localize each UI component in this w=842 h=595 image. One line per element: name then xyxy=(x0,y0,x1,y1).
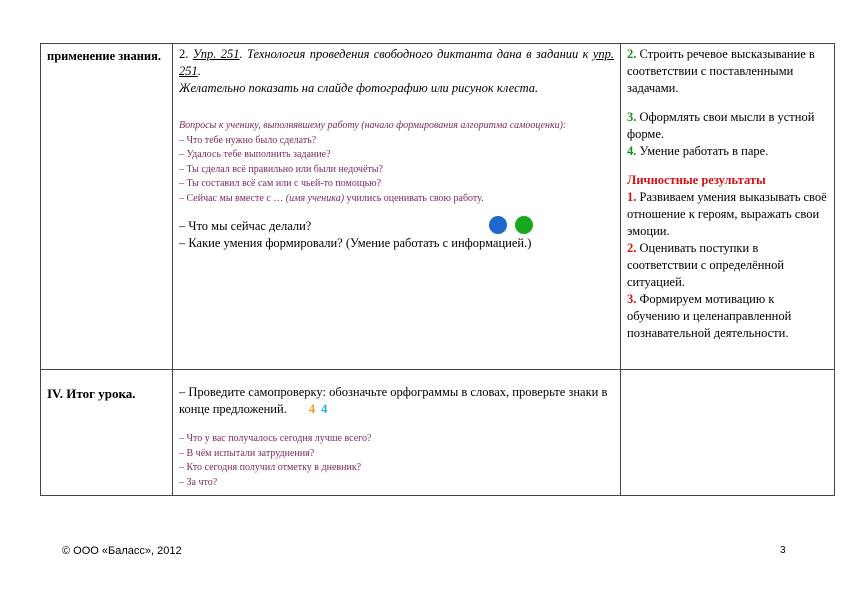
list-item: – Ты составил всё сам или с чьей-то помощью? xyxy=(179,178,382,189)
list-item: – Что у вас получалось сегодня лучше всего? xyxy=(179,433,372,444)
exercise-link[interactable]: Упр. 251 xyxy=(192,47,240,61)
questions-block xyxy=(179,119,614,206)
green-circle-icon xyxy=(515,216,533,234)
stage-cell xyxy=(41,370,173,496)
list-item: – За что? xyxy=(179,476,218,488)
lesson-table xyxy=(40,43,835,496)
section-heading: Личностные результаты xyxy=(627,173,766,187)
result-item: 2. Оценивать поступки в соответствии с определённой ситуацией. xyxy=(627,241,785,289)
task-note: Желательно показать на слайде фотографию или рисунок клеста. xyxy=(179,81,539,95)
results-cell xyxy=(621,370,835,496)
dialog-line: – Какие умения формировали? (Умение работать с информацией.) xyxy=(179,236,532,250)
result-item: 2. Строить речевое высказывание в соответствии с поставленными задачами. xyxy=(627,47,815,95)
list-item: – Ты сделал всё правильно или были недочёты? xyxy=(179,163,383,175)
result-item: 4. Умение работать в паре. xyxy=(627,144,769,158)
questions-intro: Вопросы к ученику, выполнявшему работу (начало формирования алгоритма самооценки): xyxy=(179,120,567,131)
page-number: 3 xyxy=(780,545,786,556)
result-item: 1. Развиваем умения выказывать своё отношение к героям, выражать свои эмоции. xyxy=(627,190,827,238)
copyright-footer: © ООО «Баласс», 2012 xyxy=(62,545,182,557)
list-item: – Что тебе нужно было сделать? xyxy=(179,134,317,146)
task-paragraph: 2. Упр. 251. Технология проведения свободного диктанта дана в задании к упр. 251. xyxy=(179,47,614,78)
table-row xyxy=(41,44,835,370)
stage-cell xyxy=(41,44,173,370)
blue-circle-icon xyxy=(489,216,507,234)
stage-label: применение знания. xyxy=(47,49,162,63)
list-item: – В чём испытали затруднения? xyxy=(179,447,315,459)
dialog-line: – Что мы сейчас делали? xyxy=(179,219,312,233)
mark-orange: 4 xyxy=(308,402,316,416)
list-item: – Удалось тебе выполнить задание? xyxy=(179,149,331,160)
table-row xyxy=(41,370,835,496)
result-item: 3. Формируем мотивацию к обучению и целенаправленной познавательной деятельности. xyxy=(627,292,792,340)
exercise-link[interactable]: упр. 251 xyxy=(179,47,614,78)
check-instruction: – Проведите самопроверку: обозначьте орфограммы в словах, проверьте знаки в конце предложений. 4 4 xyxy=(179,385,608,416)
content-cell xyxy=(173,44,621,370)
results-cell xyxy=(621,44,835,370)
questions-block xyxy=(179,432,614,490)
result-item: 3. Оформлять свои мысли в устной форме. xyxy=(627,110,815,141)
list-item: – Сейчас мы вместе с … (имя ученика) учились оценивать свою работу. xyxy=(179,192,484,204)
content-cell xyxy=(173,370,621,496)
mark-cyan: 4 xyxy=(321,402,328,416)
stage-label: IV. Итог урока. xyxy=(47,386,136,401)
list-item: – Кто сегодня получил отметку в дневник? xyxy=(179,462,362,473)
